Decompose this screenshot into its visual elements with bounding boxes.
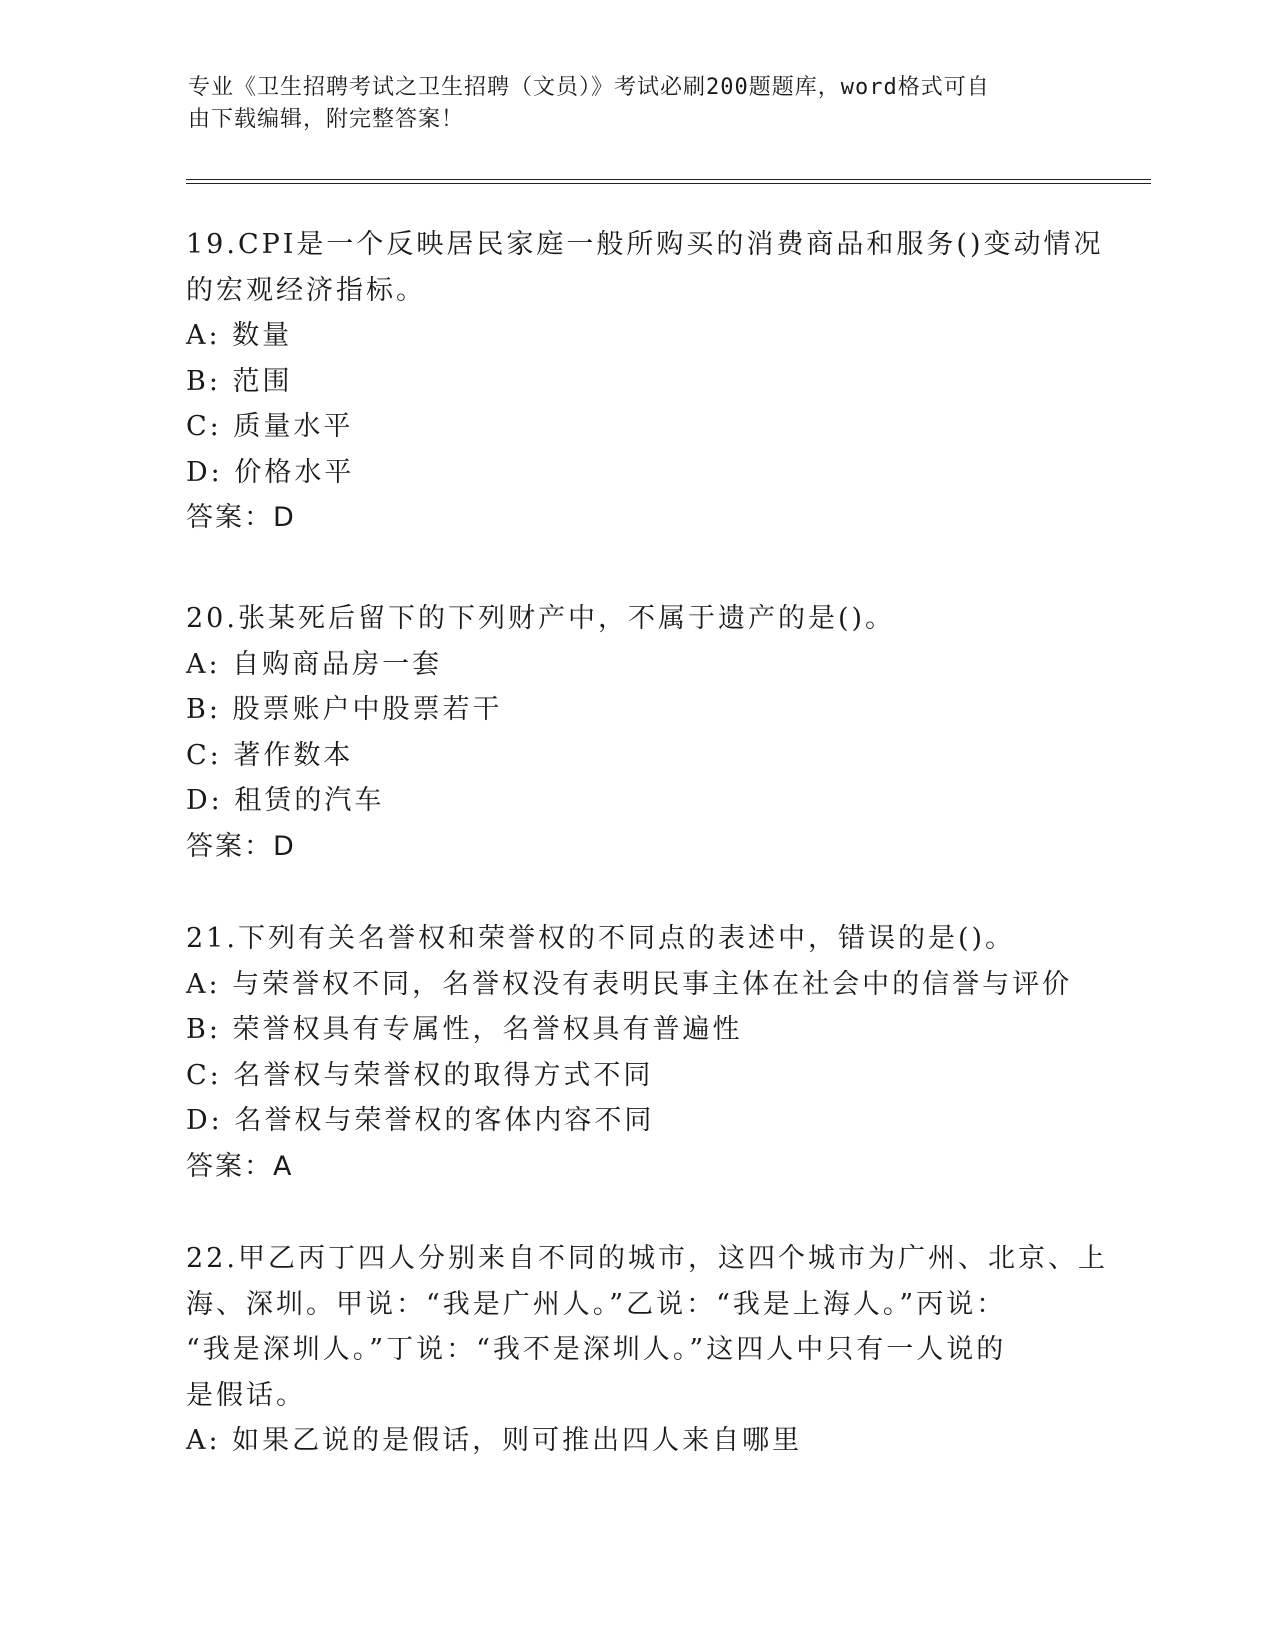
question-text-line: 20.张某死后留下的下列财产中，不属于遗产的是()。: [186, 603, 896, 634]
option-b: B: 股票账户中股票若干: [186, 694, 503, 725]
option-b: B: 荣誉权具有专属性，名誉权具有普遍性: [186, 1014, 743, 1045]
option-d: D: 价格水平: [186, 456, 355, 488]
option-c: C: 名誉权与荣誉权的取得方式不同: [186, 1059, 654, 1091]
question-22: [186, 1236, 1108, 1464]
header-divider-bottom: [186, 183, 1151, 184]
question-text-line: 19.CPI是一个反映居民家庭一般所购买的消费商品和服务()变动情况: [186, 229, 1104, 260]
question-20: [186, 596, 1086, 869]
answer: 答案：A: [186, 1150, 294, 1182]
question-21: [186, 916, 1086, 1189]
question-19: [186, 222, 1104, 541]
question-text-line: 21.下列有关名誉权和荣誉权的不同点的表述中，错误的是()。: [186, 923, 1016, 954]
question-text-line: 的宏观经济指标。: [186, 274, 426, 306]
option-d: D: 名誉权与荣誉权的客体内容不同: [186, 1105, 655, 1136]
question-text-line: 海、深圳。甲说：“我是广州人。”乙说：“我是上海人。”丙说：: [186, 1288, 1007, 1320]
question-text: [186, 916, 1086, 962]
header-divider-top: [186, 179, 1151, 180]
question-text: [186, 596, 1086, 642]
option-a: A: 与荣誉权不同，名誉权没有表明民事主体在社会中的信誉与评价: [186, 968, 1073, 1000]
document-header: [188, 72, 1068, 136]
question-text: [186, 222, 1104, 313]
answer: 答案：D: [186, 830, 296, 862]
option-a: A: 自购商品房一套: [186, 648, 443, 680]
option-a: A: 数量: [186, 320, 293, 351]
option-a: A: 如果乙说的是假话，则可推出四人来自哪里: [186, 1425, 803, 1456]
option-d: D: 租赁的汽车: [186, 785, 385, 816]
option-b: B: 范围: [186, 365, 293, 397]
answer: 答案：D: [186, 502, 296, 533]
header-line-2: 由下载编辑，附完整答案！: [188, 107, 465, 132]
option-c: C: 质量水平: [186, 411, 354, 442]
option-c: C: 著作数本: [186, 739, 354, 771]
header-line-1: 专业《卫生招聘考试之卫生招聘（文员）》考试必刷200题题库，word格式可自: [188, 75, 990, 100]
question-text-line: 22.甲乙丙丁四人分别来自不同的城市，这四个城市为广州、北京、上: [186, 1243, 1108, 1274]
question-text: [186, 1236, 1108, 1418]
question-text-line: 是假话。: [186, 1379, 306, 1411]
question-text-line: “我是深圳人。”丁说：“我不是深圳人。”这四人中只有一人说的: [186, 1334, 1007, 1365]
